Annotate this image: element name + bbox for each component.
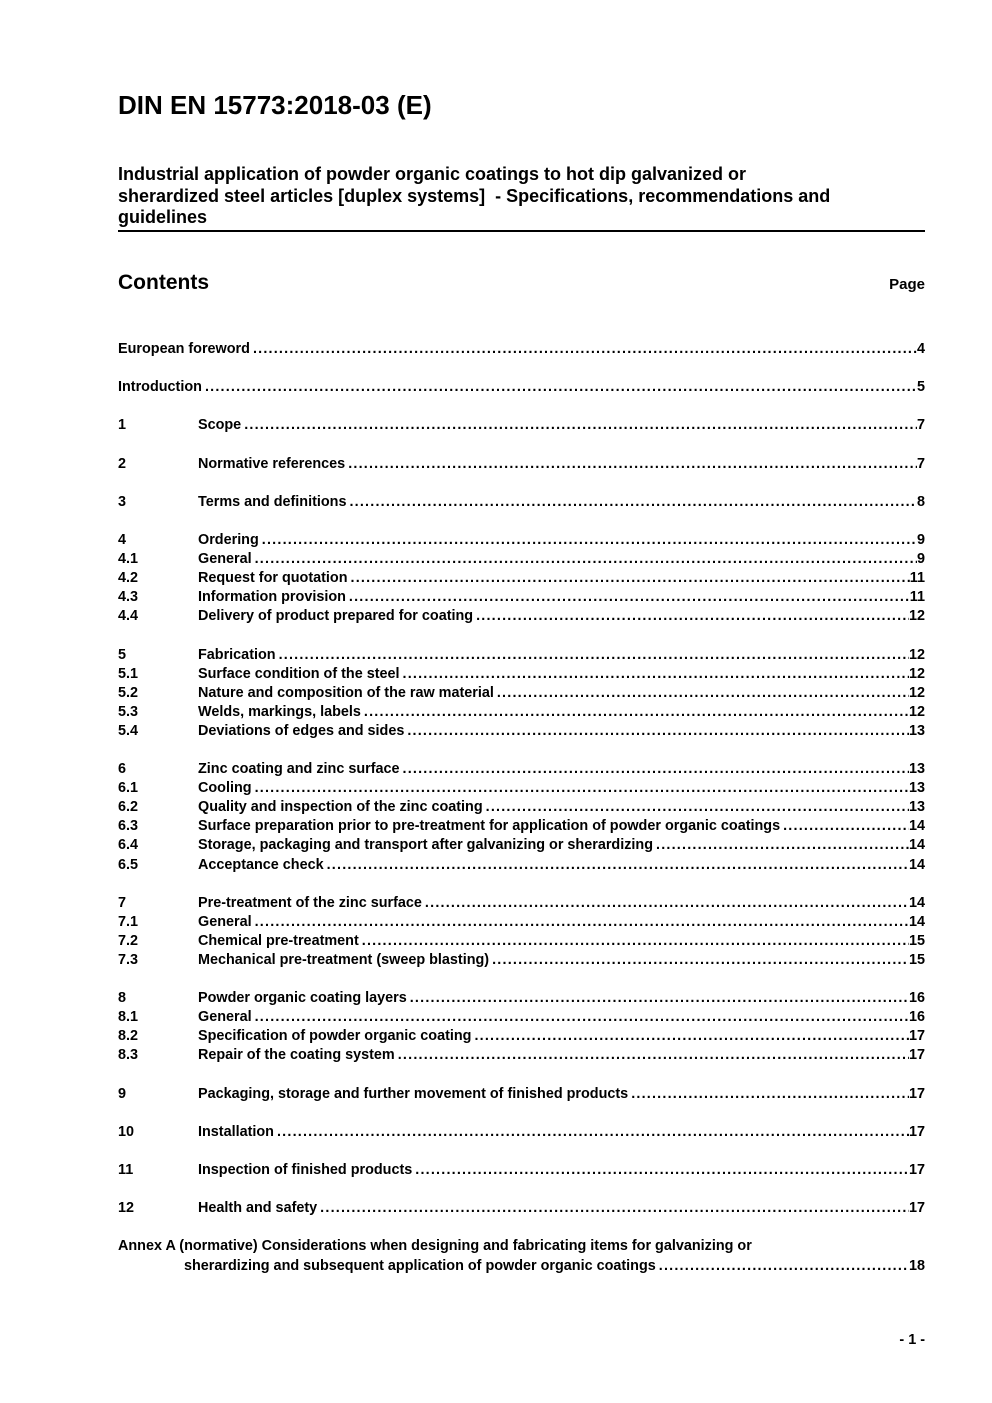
toc-leader-dots	[202, 378, 917, 397]
toc-entry-title: Information provision	[198, 589, 346, 606]
toc-group	[118, 894, 925, 970]
toc-entry-page: 17	[908, 1047, 925, 1064]
toc-leader-dots	[471, 1027, 909, 1046]
toc-leader-dots	[400, 665, 909, 684]
toc-entry	[118, 856, 925, 875]
toc-entry-title: Terms and definitions	[198, 493, 347, 510]
toc-leader-dots	[346, 493, 917, 512]
page-column-label: Page	[889, 276, 925, 293]
toc-entry	[118, 455, 925, 474]
toc-entry-page: 7	[916, 455, 925, 472]
toc-entry	[118, 1199, 925, 1218]
document-code: DIN EN 15773:2018-03 (E)	[118, 90, 432, 120]
toc-entry	[118, 703, 925, 722]
toc-entry-page: 9	[916, 551, 925, 568]
toc-entry-title: Installation	[198, 1123, 274, 1140]
toc-group	[118, 416, 925, 435]
toc-entry	[118, 531, 925, 550]
toc-entry	[118, 951, 925, 970]
toc-entry	[118, 836, 925, 855]
toc-group	[118, 531, 925, 626]
toc-entry-title: Inspection of finished products	[198, 1162, 413, 1179]
toc-leader-dots	[359, 932, 909, 951]
toc-entry	[118, 1046, 925, 1065]
toc-entry-title: Scope	[198, 417, 242, 434]
toc-entry-page: 16	[908, 1009, 925, 1026]
toc-entry	[118, 550, 925, 569]
toc-entry	[118, 932, 925, 951]
toc-entry	[118, 894, 925, 913]
toc-leader-dots	[348, 569, 910, 588]
toc-leader-dots	[361, 703, 909, 722]
toc-entry-number: 6.4	[118, 837, 139, 854]
toc-entry	[118, 722, 925, 741]
toc-entry-title: Introduction	[118, 379, 202, 396]
toc-entry-title: Normative references	[198, 455, 346, 472]
toc-leader-dots	[274, 1123, 909, 1142]
toc-entry-title: Request for quotation	[198, 570, 348, 587]
toc-entry-title: Nature and composition of the raw material	[198, 684, 494, 701]
toc-entry	[118, 588, 925, 607]
toc-leader-dots	[489, 951, 909, 970]
footer-page-number: - 1 -	[899, 1332, 925, 1348]
toc-entry-page: 12	[908, 703, 925, 720]
toc-entry-number: 4.1	[118, 551, 139, 568]
toc-entry-page: 17	[908, 1162, 925, 1179]
toc-entry-number: 6.2	[118, 799, 139, 816]
toc-entry-title: Surface condition of the steel	[198, 665, 400, 682]
document-title-line: sherardized steel articles [duplex systems] - Specifications, recommendations and	[118, 185, 831, 206]
document-title-line: Industrial application of powder organic coatings to hot dip galvanized or	[118, 164, 747, 184]
toc-entry-page: 13	[908, 799, 925, 816]
toc-entry	[118, 1027, 925, 1046]
toc-entry-number: 8.2	[118, 1028, 139, 1045]
toc-entry-number: 11	[118, 1162, 134, 1179]
toc-entry-number: 7	[118, 894, 127, 911]
toc-entry-number: 5.1	[118, 665, 139, 682]
toc-entry-page: 4	[916, 341, 925, 357]
toc-entry-page: 17	[908, 1123, 925, 1140]
toc-group	[118, 1237, 925, 1275]
toc-leader-dots	[483, 798, 909, 817]
toc-entry-number: 4	[118, 531, 127, 548]
toc-entry-page: 12	[908, 608, 925, 625]
toc-entry-page: 11	[909, 589, 925, 606]
toc-entry-page: 17	[908, 1028, 925, 1045]
toc-entry-number: 8.3	[118, 1047, 139, 1064]
toc-entry-number: 7.2	[118, 932, 139, 949]
toc-group	[118, 989, 925, 1065]
toc-entry-page: 7	[916, 417, 925, 434]
toc-group	[118, 1199, 925, 1218]
toc-group	[118, 646, 925, 741]
toc-leader-dots	[494, 684, 909, 703]
toc-entry-title: General	[198, 551, 252, 568]
toc-entry-title: European foreword	[118, 341, 250, 357]
toc-entry-title: Ordering	[198, 531, 259, 548]
toc-group	[118, 760, 925, 875]
toc-entry-number: 4.3	[118, 589, 139, 606]
toc-entry-number: 12	[118, 1200, 135, 1217]
toc-leader-dots	[252, 779, 909, 798]
toc-entry-title: Storage, packaging and transport after galvanizing or sherardizing	[198, 837, 653, 854]
toc-entry	[118, 1161, 925, 1180]
toc-entry	[118, 1085, 925, 1104]
toc-entry	[118, 665, 925, 684]
toc-group	[118, 1161, 925, 1180]
toc-entry-title: Health and safety	[198, 1200, 318, 1217]
toc-group	[118, 493, 925, 512]
toc-entry-title: General	[198, 913, 252, 930]
toc-entry-page: 13	[908, 780, 925, 797]
table-of-contents	[118, 340, 925, 1276]
toc-leader-dots	[250, 340, 917, 359]
toc-entry-number: 8.1	[118, 1009, 139, 1026]
toc-entry-page: 14	[908, 913, 925, 930]
contents-heading: Contents	[118, 271, 209, 294]
toc-entry-title: Zinc coating and zinc surface	[198, 761, 400, 778]
toc-group	[118, 340, 925, 359]
toc-leader-dots	[252, 1008, 909, 1027]
document-title-line: guidelines	[118, 207, 208, 227]
toc-entry-number: 6.3	[118, 818, 139, 835]
toc-entry-title: Annex A (normative) Considerations when designing and fabricating items for galvanizing or	[118, 1238, 752, 1255]
toc-group	[118, 1123, 925, 1142]
toc-entry-title: Fabrication	[198, 646, 276, 663]
toc-entry-page: 16	[908, 990, 925, 1007]
toc-entry-number: 7.3	[118, 952, 139, 968]
toc-leader-dots	[276, 646, 909, 665]
toc-entry	[118, 1257, 925, 1276]
toc-entry-title: Surface preparation prior to pre-treatment for application of powder organic coatings	[198, 818, 781, 835]
toc-entry-page: 18	[908, 1257, 925, 1274]
toc-entry-number: 6.5	[118, 856, 139, 873]
toc-entry-title: Deviations of edges and sides	[198, 722, 405, 739]
toc-entry	[118, 760, 925, 779]
toc-group	[118, 455, 925, 474]
toc-group	[118, 1085, 925, 1104]
toc-leader-dots	[628, 1085, 909, 1104]
toc-leader-dots	[412, 1161, 909, 1180]
toc-entry	[118, 607, 925, 626]
toc-entry-page: 9	[916, 531, 925, 548]
toc-leader-dots	[422, 894, 909, 913]
toc-entry-title: Cooling	[198, 780, 252, 797]
toc-entry	[118, 569, 925, 588]
toc-leader-dots	[259, 531, 917, 550]
toc-leader-dots	[345, 455, 917, 474]
toc-leader-dots	[780, 817, 909, 836]
toc-entry-number: 5.2	[118, 684, 139, 701]
toc-entry	[118, 1008, 925, 1027]
toc-entry-number: 7.1	[118, 913, 139, 930]
toc-entry	[118, 684, 925, 703]
toc-leader-dots	[473, 607, 909, 626]
contents-header-row	[118, 271, 925, 295]
toc-entry	[118, 989, 925, 1008]
toc-entry-number: 2	[118, 455, 127, 472]
toc-entry	[118, 340, 925, 359]
toc-entry-number: 4.4	[118, 608, 139, 625]
toc-entry-page: 17	[908, 1085, 925, 1102]
toc-entry-page: 12	[908, 646, 925, 663]
toc-entry	[118, 913, 925, 932]
toc-entry-page: 15	[908, 932, 925, 949]
toc-entry-title: Delivery of product prepared for coating	[198, 608, 474, 625]
toc-entry-title: General	[198, 1009, 252, 1026]
toc-entry-page: 14	[908, 856, 925, 873]
toc-leader-dots	[656, 1257, 909, 1276]
toc-entry-page: 8	[916, 493, 925, 510]
toc-entry-page: 12	[908, 665, 925, 682]
toc-entry-title: Specification of powder organic coating	[198, 1028, 472, 1045]
toc-entry-title: Acceptance check	[198, 856, 324, 873]
toc-group	[118, 378, 925, 397]
toc-leader-dots	[252, 913, 909, 932]
toc-entry-number: 5.3	[118, 703, 139, 720]
toc-entry-page: 5	[916, 379, 925, 396]
toc-leader-dots	[653, 836, 909, 855]
toc-entry-title: sherardizing and subsequent application of powder organic coatings	[184, 1257, 656, 1274]
toc-leader-dots	[400, 760, 909, 779]
toc-entry-number: 5	[118, 646, 127, 663]
toc-entry-title: Mechanical pre-treatment (sweep blasting)	[198, 952, 490, 968]
toc-entry-number: 10	[118, 1123, 135, 1140]
toc-entry	[118, 779, 925, 798]
toc-leader-dots	[346, 588, 910, 607]
toc-entry	[118, 1123, 925, 1142]
toc-leader-dots	[252, 550, 917, 569]
toc-entry	[118, 378, 925, 397]
toc-entry-number: 9	[118, 1085, 127, 1102]
toc-entry-page: 11	[909, 570, 925, 587]
toc-entry	[118, 798, 925, 817]
toc-leader-dots	[395, 1046, 909, 1065]
toc-entry-page: 14	[908, 837, 925, 854]
toc-entry-page: 14	[908, 894, 925, 911]
document-page	[118, 0, 925, 1403]
toc-entry-page: 14	[908, 818, 925, 835]
toc-entry-title: Packaging, storage and further movement of finished products	[198, 1085, 629, 1102]
toc-leader-dots	[404, 722, 909, 741]
toc-leader-dots	[241, 416, 917, 435]
toc-entry-number: 6	[118, 761, 127, 778]
toc-entry-page: 13	[908, 722, 925, 739]
toc-entry	[118, 1237, 925, 1256]
toc-entry-title: Quality and inspection of the zinc coating	[198, 799, 483, 816]
toc-entry-title: Powder organic coating layers	[198, 990, 407, 1007]
toc-entry-number: 1	[118, 417, 127, 434]
toc-leader-dots	[407, 989, 909, 1008]
toc-entry-title: Repair of the coating system	[198, 1047, 395, 1064]
toc-entry-page: 13	[908, 761, 925, 778]
toc-entry-title: Chemical pre-treatment	[198, 932, 359, 949]
toc-entry-page: 15	[908, 952, 925, 968]
toc-entry-title: Welds, markings, labels	[198, 703, 361, 720]
toc-entry	[118, 493, 925, 512]
toc-entry-number: 6.1	[118, 780, 139, 797]
toc-entry-page: 12	[908, 684, 925, 701]
toc-entry	[118, 416, 925, 435]
toc-entry-page: 17	[908, 1200, 925, 1217]
toc-entry	[118, 646, 925, 665]
toc-entry-title: Pre-treatment of the zinc surface	[198, 894, 422, 911]
toc-entry-number: 4.2	[118, 570, 139, 587]
toc-leader-dots	[317, 1199, 909, 1218]
toc-entry-number: 5.4	[118, 722, 139, 739]
toc-entry-number: 3	[118, 493, 127, 510]
toc-entry-number: 8	[118, 990, 127, 1007]
toc-leader-dots	[324, 856, 909, 875]
toc-entry	[118, 817, 925, 836]
document-title	[118, 164, 925, 232]
